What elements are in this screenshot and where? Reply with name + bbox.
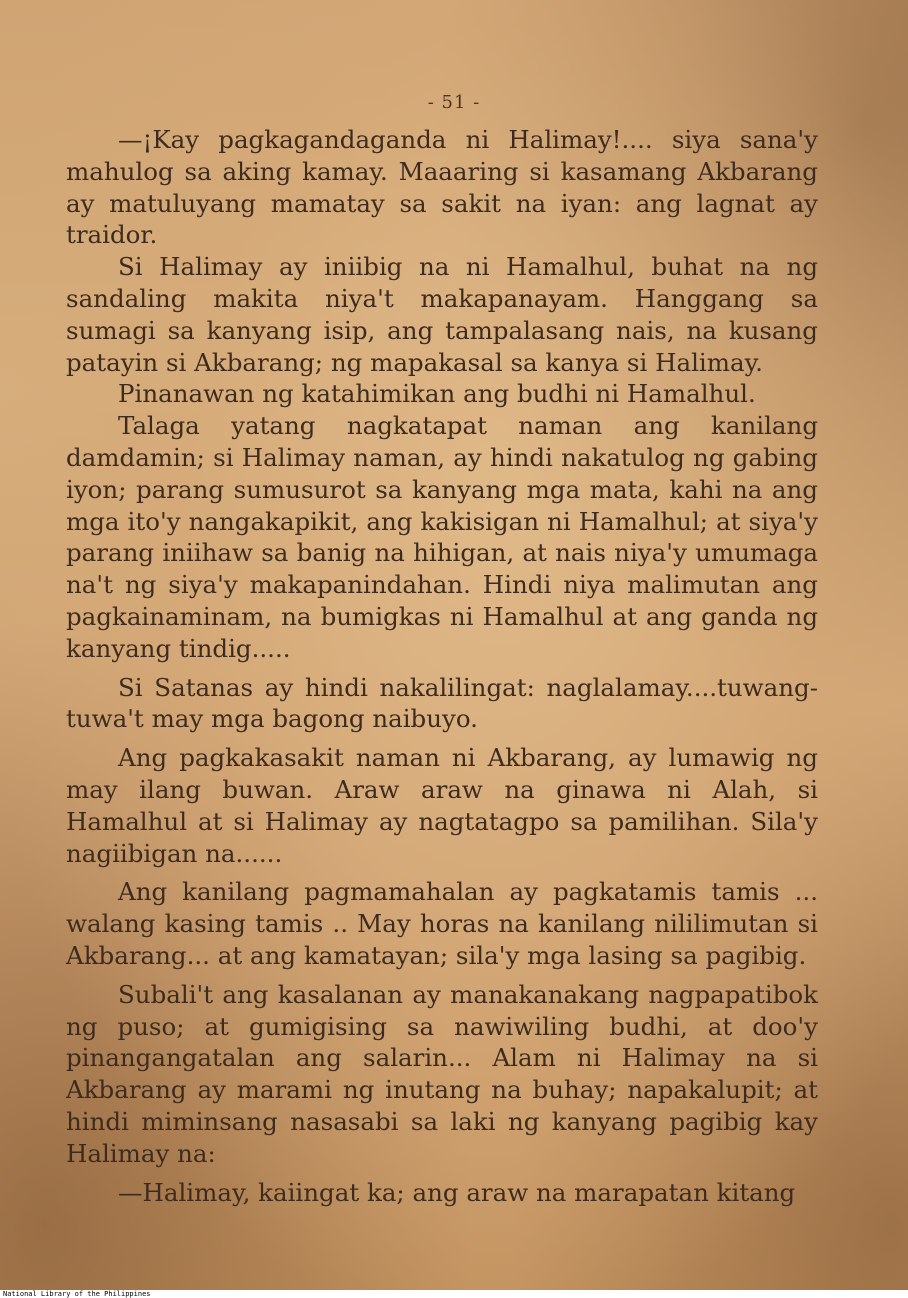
paragraph: Ang kanilang pagmamahalan ay pagkatamis tamis ... walang kasing tamis .. May horas na kanilang nililimutan si Akbarang... at ang kamatayan; sila'y mga lasing sa pagibig. [66, 877, 818, 970]
page-number: - 51 - [427, 92, 481, 113]
paragraph: Si Satanas ay hindi nakalilingat: naglalamay....tuwang-tuwa't may mga bagong naibuyo. [66, 672, 818, 734]
paragraph: Ang pagkakasakit naman ni Akbarang, ay lumawig ng may ilang buwan. Araw araw na ginawa ni Alah, si Hamalhul at si Halimay ay nagtatagpo sa pamilihan. Sila'y nagiibigan na...... [66, 743, 818, 868]
library-credit: National Library of the Philippines [3, 1290, 908, 1298]
paragraph: Talaga yatang nagkatapat naman ang kanilang damdamin; si Halimay naman, ay hindi nakatulog ng gabing iyon; parang sumusurot sa kanyang mga mata, kahi na ang mga ito'y nangakapikit, ang kakisigan ni Hamalhul; at siya'y parang iniihaw sa banig na hihigan, at nais niya'y umumaga na't ng siya'y makapanindahan. Hindi niya malimutan ang pagkainaminam, na bumigkas ni Hamalhul at ang ganda ng kanyang tindig..... [66, 411, 818, 663]
paragraph: Subali't ang kasalanan ay manakanakang nagpapatibok ng puso; at gumigising sa nawiwiling budhi, at doo'y pinangangatalan ang salarin... Alam ni Halimay na si Akbarang ay marami ng inutang na buhay; napakalupit; at hindi miminsang nasasabi sa laki ng kanyang pagibig kay Halimay na: [66, 979, 818, 1168]
paragraph: Si Halimay ay iniibig na ni Hamalhul, buhat na ng sandaling makita niya't makapanayam. Hanggang sa sumagi sa kanyang isip, ang tampalasang nais, na kusang patayin si Akbarang; ng mapakasal sa kanya si Halimay. [66, 252, 818, 377]
paragraph: Pinanawan ng katahimikan ang budhi ni Hamalhul. [118, 379, 756, 409]
body-text [66, 124, 818, 1208]
paragraph: —¡Kay pagkagandaganda ni Halimay!.... siya sana'y mahulog sa aking kamay. Maaaring si kasamang Akbarang ay matuluyang mamatay sa sakit na iyan: ang lagnat ay traidor. [66, 125, 818, 250]
paragraph: —Halimay, kaiingat ka; ang araw na marapatan kitang [118, 1177, 796, 1207]
